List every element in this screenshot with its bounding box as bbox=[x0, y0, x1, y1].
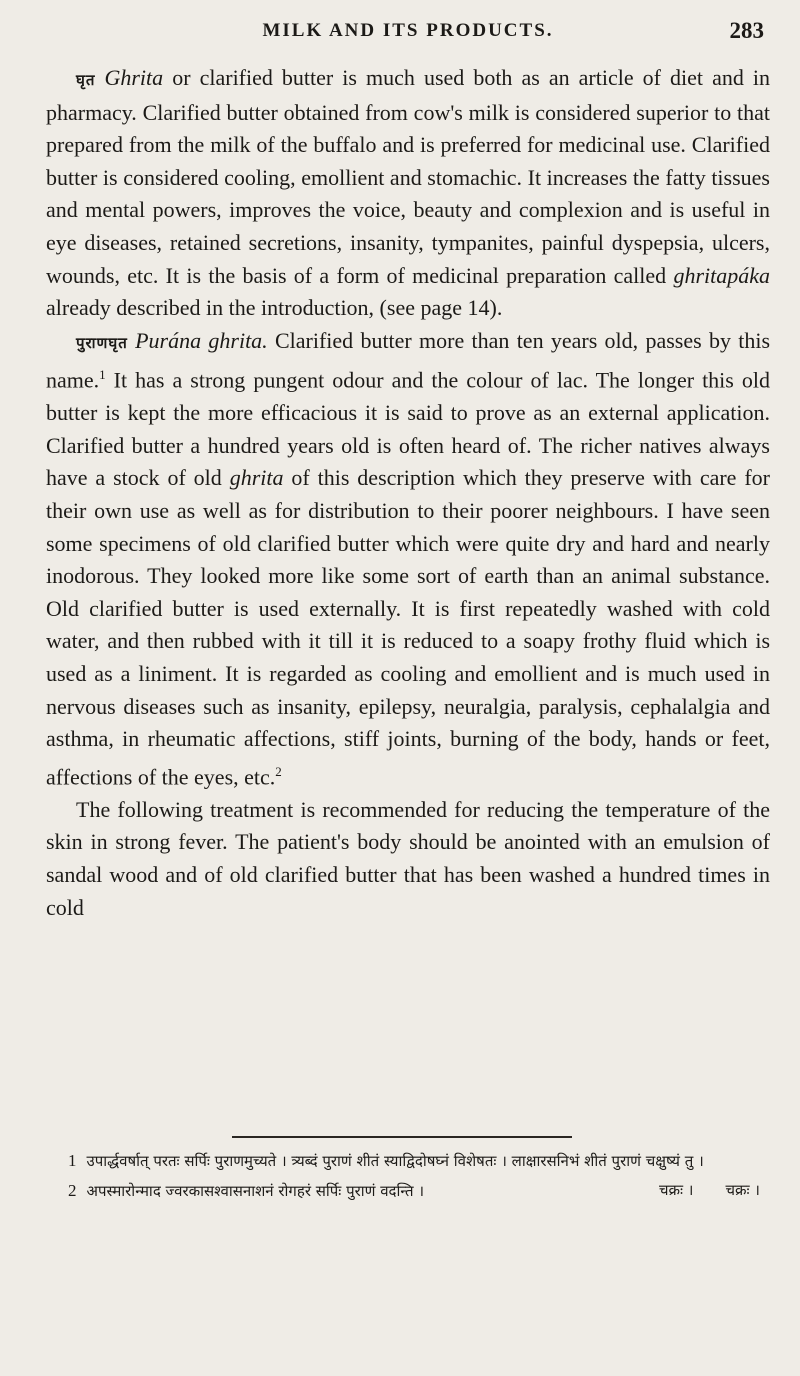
footnote-source: चक्रः । bbox=[725, 1181, 760, 1199]
paragraph bbox=[46, 794, 770, 924]
text-run: The following treatment is recommended for reducing the temperature of the skin in strong fever. The patient's body should be anointed with an emulsion of sandal wood and of old clarified butter that has been washed a hundred times in cold bbox=[46, 796, 770, 920]
footnote-number: 1 bbox=[68, 1151, 77, 1170]
body-text bbox=[46, 62, 770, 924]
text-run: It has a strong pungent odour and the colour of lac. The longer this old butter is kept the more efficacious it is said to prove as an external application. Clarified butter a hundred years old is often heard of. The richer natives always have a stock of old bbox=[46, 367, 770, 491]
footnote-ref: 1 bbox=[99, 367, 106, 383]
footnote bbox=[46, 1176, 770, 1206]
italic-term: Purána ghrita. bbox=[135, 327, 268, 353]
text-run: Clarified butter more than ten years old, passes by this name. bbox=[46, 327, 771, 393]
text-run: already described in the introduction, (see page 14). bbox=[46, 295, 503, 321]
italic-term: ghrita bbox=[229, 465, 284, 491]
page-number: 283 bbox=[729, 18, 764, 43]
sanskrit-term: पुराणघृत bbox=[76, 333, 128, 352]
paragraph bbox=[46, 62, 770, 325]
footnote-divider bbox=[232, 1136, 572, 1138]
page-header bbox=[48, 18, 768, 50]
footnote-text: अपस्मारोन्माद ज्वरकासश्वासनाशनं रोगहरं सर्पिः पुराणं वदन्ति । bbox=[86, 1182, 425, 1200]
footnote-source: चक्रः । bbox=[658, 1181, 694, 1199]
footnote-ref: 2 bbox=[275, 763, 282, 779]
paragraph bbox=[46, 325, 770, 794]
italic-term: ghritapáka bbox=[673, 262, 770, 288]
text-run: or clarified butter is much used both as an article of diet and in pharmacy. Clarified butter obtained from cow's milk is considered superior to that prepared from the milk of the buffalo and is preferred for medicinal use. Clarified butter is considered cooling, emollient and stomachic. It increases the fatty tissues and mental powers, improves the voice, beauty and complexion and is useful in eye diseases, retained secretions, insanity, tympanites, painful dyspepsia, ulcers, wounds, etc. It is the basis of a form of medicinal preparation called bbox=[46, 65, 771, 288]
footnote-text: उपार्द्धवर्षात् परतः सर्पिः पुराणमुच्यते । त्र्यब्दं पुराणं शीतं स्याद्विदोषघ्नं विशेषतः । लाक्षारसनिभं शीतं पुराणं चक्षुष्यं तु । bbox=[86, 1152, 704, 1170]
text-run: of this description which they preserve with care for their own use as well as for distribution to their poorer neighbours. I have seen some specimens of old clarified butter which were quite dry and hard and nearly inodorous. They looked more like some sort of earth than an animal substance. Old clarified butter is used externally. It is first repeatedly washed with cold water, and then rubbed with it till it is reduced to a soapy frothy fluid which is used as a liniment. It is regarded as cooling and emollient and is much used in nervous diseases such as insanity, epilepsy, neuralgia, paralysis, cephalalgia and asthma, in rheumatic affections, stiff joints, burning of the body, hands or feet, affections of the eyes, etc. bbox=[46, 465, 771, 790]
footnote-number: 2 bbox=[68, 1181, 77, 1200]
italic-term: Ghrita bbox=[104, 65, 164, 90]
sanskrit-term: घृत bbox=[76, 71, 96, 89]
footnotes bbox=[46, 1146, 770, 1206]
text-run bbox=[128, 328, 135, 353]
running-title: MILK AND ITS PRODUCTS. bbox=[262, 20, 554, 41]
